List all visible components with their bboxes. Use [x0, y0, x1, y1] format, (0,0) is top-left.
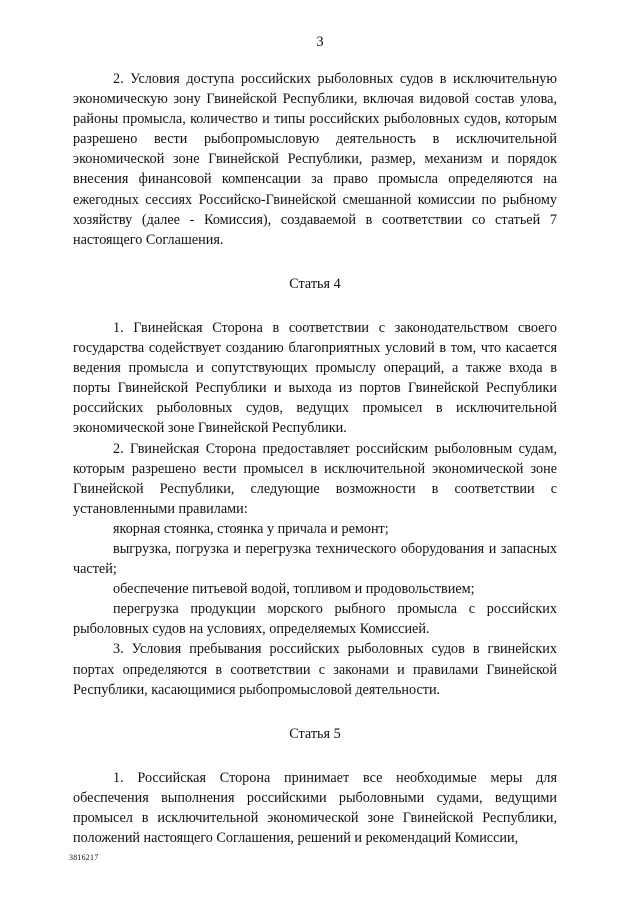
article4-item-supply: обеспечение питьевой водой, топливом и продовольствием;	[113, 581, 475, 598]
article4-item-unloading: выгрузка, погрузка и перегрузка технического оборудования и запасных частей;	[73, 540, 557, 578]
article5-title: Статья 5	[289, 725, 341, 742]
article4-paragraph-1: 1. Гвинейская Сторона в соответствии с законодательством своего государства содействует созданию благоприятных условий в том, что касается ведения промысла и сопутствующих промыслу операций, а также входа в порты Гвинейской Республики и выхода из портов Гвинейской Республики российских рыболовных судов, ведущих промысел в исключительной экономической зоне Гвинейской Республики.	[73, 319, 557, 437]
document-code: 3816217	[69, 853, 99, 862]
article5-paragraph-1: 1. Российская Сторона принимает все необходимые меры для обеспечения выполнения российскими рыболовными судами, ведущими промысел в исключительной экономической зоне Гвинейской Республики, положений настоящего Соглашения, решений и рекомендаций Комиссии,	[73, 769, 557, 847]
article4-paragraph-3: 3. Условия пребывания российских рыболовных судов в гвинейских портах определяются в соответствии с законами и правилами Гвинейской Республики, касающимися рыбопромысловой деятельности.	[73, 641, 557, 698]
article4-paragraph-2: 2. Гвинейская Сторона предоставляет российским рыболовным судам, которым разрешено вести промысел в исключительной экономической зоне Гвинейской Республики, следующие возможности в соответствии с установленными правилами:	[73, 440, 557, 517]
page-number: 3	[316, 34, 324, 50]
article4-item-transshipment: перегрузка продукции морского рыбного промысла с российских рыболовных судов на условиях, определяемых Комиссией.	[73, 601, 557, 638]
article3-paragraph-2: 2. Условия доступа российских рыболовных судов в исключительную экономическую зону Гвинейской Республики, включая видовой состав улова, районы промысла, количество и типы российских рыболовных судов, которым разрешено вести рыбопромысловую деятельность в исключительной экономической зоне Гвинейской Республики, размер, механизм и порядок внесения финансовой компенсации за право промысла определяются на ежегодных сессиях Российско-Гвинейской смешанной комиссии по рыбному хозяйству (далее - Комиссия), создаваемой в соответствии со статьей 7 настоящего Соглашения.	[73, 71, 557, 248]
article4-item-anchorage: якорная стоянка, стоянка у причала и ремонт;	[113, 520, 389, 537]
article4-title: Статья 4	[289, 275, 341, 292]
document-body	[73, 69, 557, 848]
